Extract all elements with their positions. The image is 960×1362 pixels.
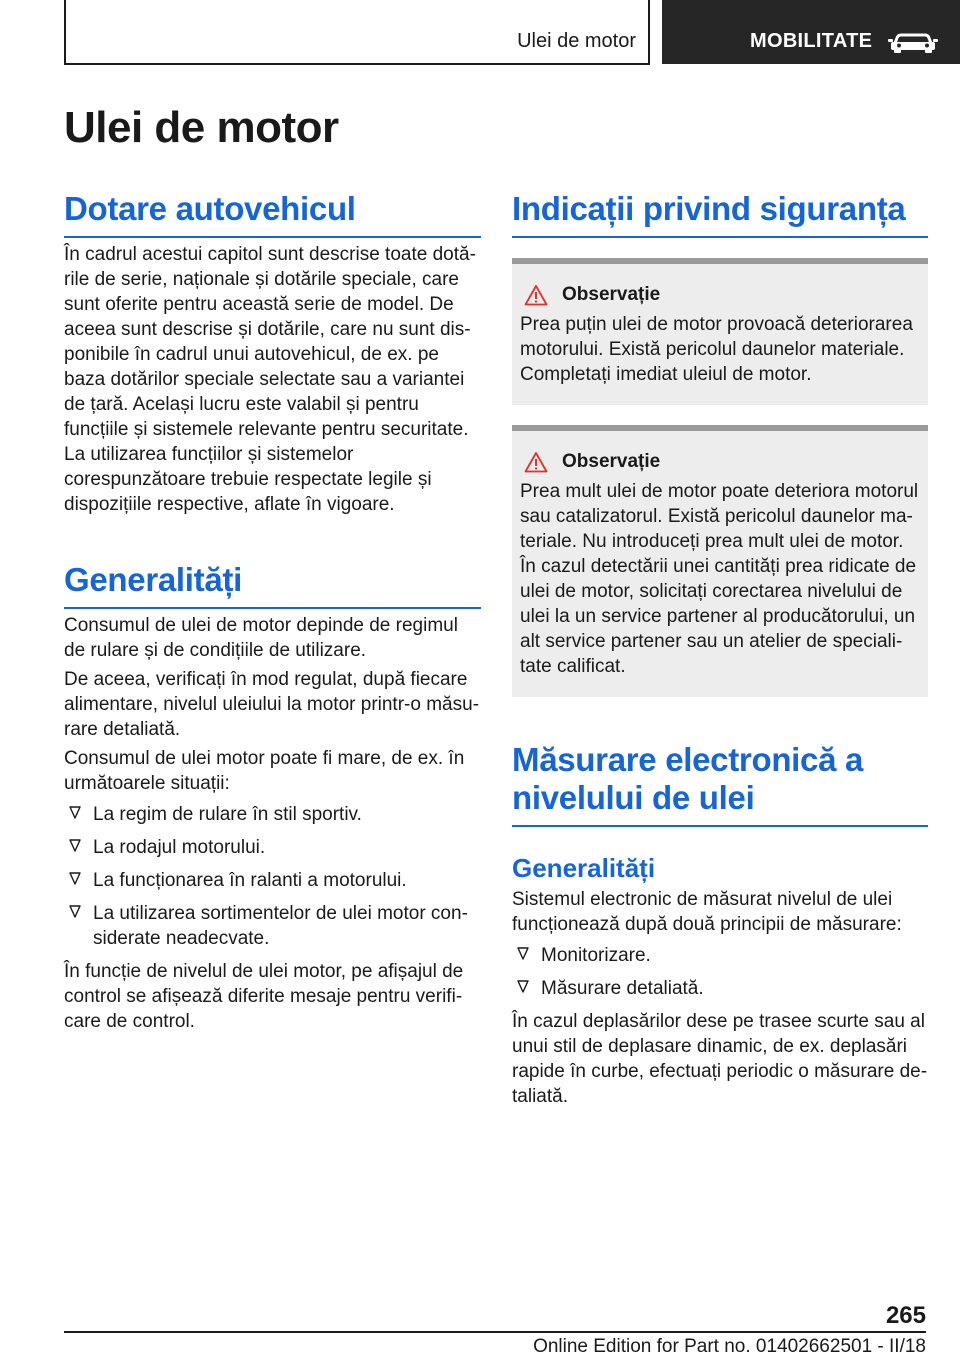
heading-general: Generalități [64,561,481,609]
vehicle-equipment-text: În cadrul acestui capitol sunt descrise toate dotările de serie, naționale și dotările speciale, care sunt oferite pentru această serie de model. De aceea sunt descrise și dotările, care nu sunt disponibile în cadrul unui autovehicul, de ex. pe baza dotărilor speciale selectate sau a variantei de țară. Același lucru este valabil și pentru funcțiile și sistemele relevante pentru securitate. La utilizarea funcțiilor și sistemelor corespunzătoare trebuie respectate legile și dispozițiile respective, aflate în vigoare. [64,244,476,515]
list-item [64,901,481,951]
section-tab-label: MOBILITATE [750,30,873,52]
subheading-general: Generalități [512,853,656,883]
footer-rule [64,1331,926,1333]
list-item-text: La rodajul motorului. [93,837,266,858]
triangle-bullet-icon [68,838,82,854]
header-section-tab[interactable] [662,0,960,64]
heading-safety: Indicații privind siguranța [512,190,928,238]
triangle-bullet-icon [68,871,82,887]
consumption-situations-list [64,802,481,951]
page-number: 265 [885,1302,926,1329]
left-column [64,190,481,1034]
warning-triangle-icon [524,451,548,473]
heading-vehicle-equipment: Dotare autovehicul [64,190,481,238]
list-item [64,868,481,893]
header-bottom-rule [64,63,650,65]
note-header [520,284,920,306]
note-title: Observație [562,451,661,472]
warning-note [512,425,928,697]
list-item-text: Monitorizare. [541,945,651,966]
electronic-paragraph-2: În cazul deplasărilor dese pe trasee scurte sau al unui stil de deplasare dinamic, de ex. deplasări rapide în curbe, efectuați periodic o măsurare detaliată. [512,1011,928,1107]
note-text: Prea puțin ulei de motor provoacă deteriorarea motorului. Există pericolul daunelor materiale. Completați imediat uleiul de motor. [520,314,913,385]
note-text: Prea mult ulei de motor poate deteriora motorul sau catalizatorul. Există pericolul daunelor materiale. Nu introduceți prea mult ulei de motor. În cazul detectării unei cantități prea ridicate de ulei de motor, solicitați corectarea nivelului de ulei la un service partener al producătorului, un alt service partener sau un atelier de specialitate calificat. [520,481,919,677]
warning-triangle-icon [524,284,548,306]
header-chapter-title: Ulei de motor [517,30,636,52]
measurement-principles-list [512,943,928,1001]
general-paragraph-1: Consumul de ulei de motor depinde de regimul de rulare și de condițiile de utilizare. [64,615,458,661]
triangle-bullet-icon [516,979,530,995]
list-item [64,835,481,860]
list-item [512,976,928,1001]
list-item-text: La utilizarea sortimentelor de ulei motor considerate neadecvate. [93,903,468,949]
note-header [520,451,920,473]
triangle-bullet-icon [516,946,530,962]
general-paragraph-2: De aceea, verificați în mod regulat, după fiecare alimentare, nivelul uleiului la motor printr-o măsurare detaliată. [64,669,480,740]
warning-note [512,258,928,405]
triangle-bullet-icon [68,805,82,821]
header-right-rule [648,0,650,64]
heading-electronic-measurement: Măsurare electronică a nivelului de ulei [512,741,928,827]
list-item [64,802,481,827]
edition-text: Online Edition for Part no. 01402662501 - II/18 [533,1336,926,1357]
right-column [512,190,928,1109]
page-title: Ulei de motor [64,103,339,152]
general-paragraph-4: În funcție de nivelul de ulei motor, pe afișajul de control se afișează diferite mesaje pentru verificare de control. [64,961,464,1032]
header-left-rule [64,0,66,64]
note-title: Observație [562,284,661,305]
list-item-text: La regim de rulare în stil sportiv. [93,804,362,825]
electronic-paragraph-1: Sistemul electronic de măsurat nivelul de ulei funcționează după două principii de măsurare: [512,889,902,935]
list-item [512,943,928,968]
triangle-bullet-icon [68,904,82,920]
general-paragraph-3: Consumul de ulei motor poate fi mare, de ex. în următoarele situații: [64,748,465,794]
list-item-text: La funcționarea în ralanti a motorului. [93,870,407,891]
car-icon [888,30,938,54]
list-item-text: Măsurare detaliată. [541,978,704,999]
